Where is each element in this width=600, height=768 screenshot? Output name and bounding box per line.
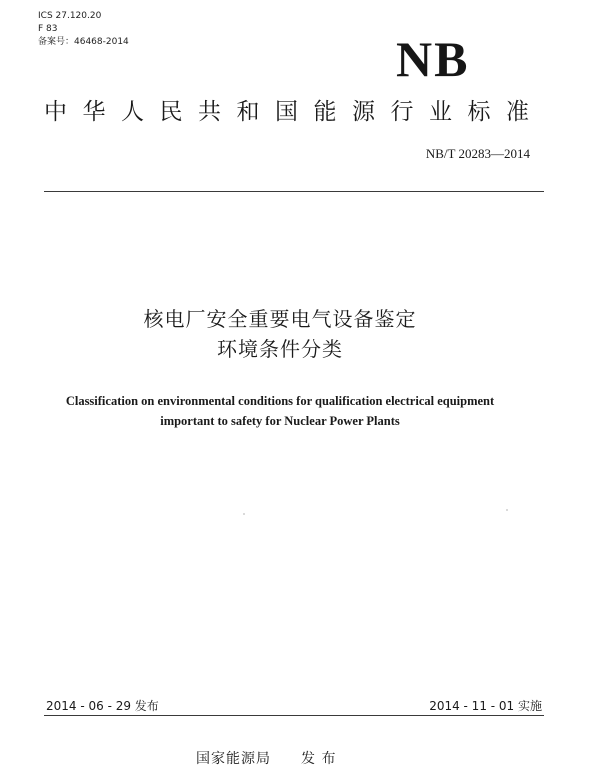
english-title-line-2: important to safety for Nuclear Power Plants <box>160 414 400 428</box>
scan-speck <box>243 513 245 515</box>
standard-number: NB/T 20283—2014 <box>425 146 530 161</box>
chinese-title-line-2: 环境条件分类 <box>217 337 343 361</box>
chinese-title-line-1: 核电厂安全重要电气设备鉴定 <box>143 307 417 331</box>
classification-code: F 83 <box>38 24 58 34</box>
bottom-divider <box>44 715 544 716</box>
ics-code: ICS 27.120.20 <box>38 11 102 21</box>
english-title <box>0 391 560 431</box>
publish-label: 发 布 <box>301 751 337 767</box>
classification-block <box>38 10 129 49</box>
scan-speck <box>506 509 508 511</box>
chinese-title <box>0 304 560 364</box>
publisher-line <box>196 748 336 768</box>
record-number: 备案号：46468-2014 <box>38 37 129 47</box>
issue-date: 2014 - 06 - 29 发布 <box>46 699 159 713</box>
nb-logo: NB <box>396 31 470 87</box>
english-title-line-1: Classification on environmental conditions for qualification electrical equipment <box>65 394 495 408</box>
publisher-name: 国家能源局 <box>196 751 271 767</box>
organization-title: 中华人民共和国能源行业标准 <box>44 99 545 125</box>
top-divider <box>44 191 544 192</box>
implementation-date: 2014 - 11 - 01 实施 <box>429 699 542 713</box>
